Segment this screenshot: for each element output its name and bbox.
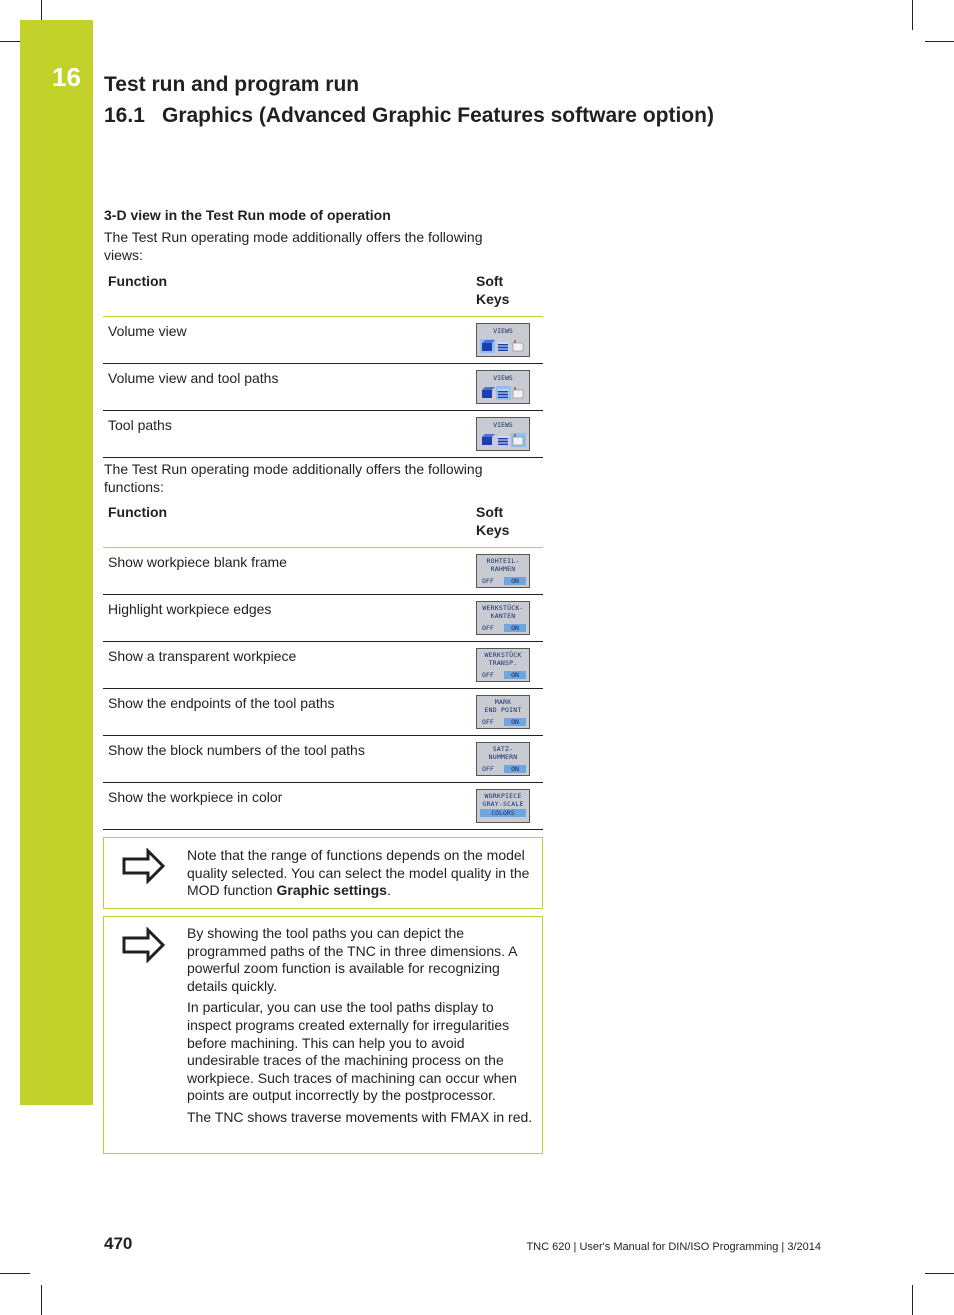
softkey-line: WORKPIECE	[484, 792, 522, 800]
views-softkey[interactable]	[476, 417, 530, 451]
on-label: ON	[504, 718, 526, 726]
function-cell: Show the workpiece in color	[103, 783, 476, 830]
table-row	[103, 364, 543, 411]
function-cell: Volume view	[103, 317, 476, 364]
note-text-part: .	[386, 882, 391, 899]
views-softkey[interactable]	[476, 323, 530, 357]
function-cell: Show a transparent workpiece	[103, 642, 476, 689]
volume-view-icon	[480, 339, 495, 353]
table-row	[103, 548, 543, 595]
section-title	[104, 104, 714, 128]
workpiece-color-softkey[interactable]	[476, 789, 530, 823]
tool-paths-icon	[511, 386, 526, 400]
crop-mark	[41, 1285, 42, 1315]
table-row	[103, 411, 543, 458]
column-header-function: Function	[103, 272, 476, 317]
crop-mark	[912, 1285, 913, 1315]
colors-option: COLORS	[480, 809, 526, 817]
table-row	[103, 736, 543, 783]
note-text	[187, 925, 537, 1127]
softkey-line: KANTEN	[490, 612, 516, 620]
volume-view-icon	[480, 386, 495, 400]
intro-functions: The Test Run operating mode additionally offers the following functions:	[104, 461, 483, 495]
table-row	[103, 689, 543, 736]
volume-tool-paths-icon	[496, 433, 511, 447]
note-box	[103, 837, 543, 909]
section-number: 16.1	[104, 104, 145, 127]
note-box	[103, 916, 543, 1154]
function-cell: Tool paths	[103, 411, 476, 458]
arrow-right-icon	[122, 927, 166, 963]
note-paragraph: The TNC shows traverse movements with FMAX in red.	[187, 1108, 533, 1125]
softkey-line: MARK	[494, 698, 512, 706]
off-label: OFF	[482, 718, 494, 726]
crop-mark	[912, 0, 913, 30]
softkey-line: WERKSTÜCK-	[482, 604, 524, 612]
volume-tool-paths-icon	[496, 339, 511, 353]
page-number: 470	[104, 1234, 133, 1253]
table-row	[103, 783, 543, 830]
softkey-line: SATZ-	[492, 745, 514, 753]
table-row	[103, 595, 543, 642]
crop-mark	[0, 41, 20, 42]
arrow-right-icon	[122, 848, 166, 884]
note-paragraph: By showing the tool paths you can depict the programmed paths of the TNC in three dimensions. A powerful zoom function is available for recognizing details quickly.	[187, 925, 517, 994]
on-label: ON	[504, 624, 526, 632]
tool-paths-icon	[511, 339, 526, 353]
function-cell: Show the endpoints of the tool paths	[103, 689, 476, 736]
workpiece-edges-softkey[interactable]	[476, 601, 530, 635]
views-table	[103, 272, 543, 458]
transparent-workpiece-softkey[interactable]	[476, 648, 530, 682]
note-paragraph: In particular, you can use the tool paths display to inspect programs created externally for irregularities before machining. This can help you to avoid undesirable traces of the machining process on the workpiece. Such traces of machining can occur when points are output incorrectly by the postprocessor.	[187, 999, 517, 1104]
function-cell: Volume view and tool paths	[103, 364, 476, 411]
column-header-softkeys: Soft Keys	[476, 503, 543, 548]
off-label: OFF	[482, 624, 494, 632]
block-numbers-softkey[interactable]	[476, 742, 530, 776]
chapter-number: 16	[52, 62, 81, 92]
off-label: OFF	[482, 671, 494, 679]
views-softkey[interactable]	[476, 370, 530, 404]
note-text	[187, 847, 537, 900]
softkey-label: VIEWS	[493, 327, 513, 335]
column-header-softkeys: Soft Keys	[476, 272, 543, 317]
note-text-part: Note that the range of functions depends on the model quality selected. You can select the model quality in the MOD function	[187, 847, 530, 899]
softkey-line: TRANSP.	[488, 659, 518, 667]
volume-view-icon	[480, 433, 495, 447]
function-cell: Show the block numbers of the tool paths	[103, 736, 476, 783]
function-cell: Show workpiece blank frame	[103, 548, 476, 595]
softkey-label: VIEWS	[493, 421, 513, 429]
function-cell: Highlight workpiece edges	[103, 595, 476, 642]
footer-text: TNC 620 | User's Manual for DIN/ISO Programming | 3/2014	[526, 1241, 821, 1253]
softkey-line: WERKSTÜCK	[484, 651, 522, 659]
table-row	[103, 642, 543, 689]
chapter-title: Test run and program run	[104, 73, 360, 96]
off-label: OFF	[482, 765, 494, 773]
off-label: OFF	[482, 577, 494, 585]
softkey-line: END POINT	[484, 706, 522, 714]
softkey-line: NUMMERN	[488, 753, 518, 761]
mark-end-point-softkey[interactable]	[476, 695, 530, 729]
crop-mark	[41, 0, 42, 20]
intro-views: The Test Run operating mode additionally offers the following views:	[104, 229, 483, 263]
on-label: ON	[504, 577, 526, 585]
note-bold-term: Graphic settings	[276, 882, 387, 899]
crop-mark	[925, 41, 954, 42]
blank-frame-softkey[interactable]	[476, 554, 530, 588]
column-header-function: Function	[103, 503, 476, 548]
on-label: ON	[504, 671, 526, 679]
softkey-line: RAHMEN	[490, 565, 516, 573]
functions-table	[103, 503, 543, 830]
table-row	[103, 317, 543, 364]
crop-mark	[925, 1273, 954, 1274]
subheading: 3-D view in the Test Run mode of operation	[104, 207, 391, 223]
tool-paths-icon	[511, 433, 526, 447]
crop-mark	[0, 1273, 30, 1274]
on-label: ON	[504, 765, 526, 773]
section-name: Graphics (Advanced Graphic Features software option)	[162, 104, 714, 127]
volume-tool-paths-icon	[496, 386, 511, 400]
softkey-line: ROHTEIL-	[486, 557, 520, 565]
softkey-label: VIEWS	[493, 374, 513, 382]
chapter-side-bar	[20, 20, 93, 1105]
softkey-line: GRAY-SCALE	[482, 800, 524, 808]
